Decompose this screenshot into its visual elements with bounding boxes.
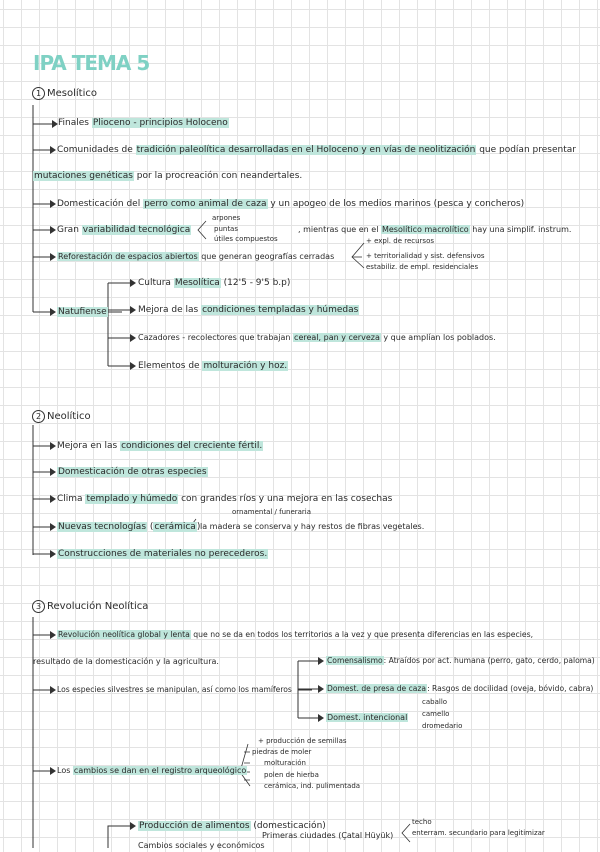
section-number: 1: [32, 87, 45, 100]
natufiense-item-2: [138, 304, 359, 316]
reforestacion-item: + territorialidad y sist. defensivos: [366, 252, 485, 260]
highlight: Domesticación de otras especies: [58, 467, 207, 477]
section-heading-revolucion: [32, 600, 148, 613]
text: , mientras que en el: [298, 225, 381, 234]
text: Domesticación del: [57, 199, 144, 209]
text: Mejora en las: [57, 441, 121, 451]
animal-item: caballo: [422, 698, 448, 706]
reforestacion-item: estabiliz. de empl. residenciales: [366, 263, 479, 271]
revolucion-line: [57, 629, 533, 641]
highlight: mutaciones genéticas: [34, 171, 133, 181]
highlight: Domest. intencional: [327, 713, 408, 722]
text: (12'5 - 9'5 b.p): [220, 278, 291, 288]
section-number: 2: [32, 410, 45, 423]
tool-item: arpones: [212, 214, 241, 222]
text: que podían presentar: [476, 145, 576, 155]
construcciones-line: [57, 548, 268, 560]
clima-line: [57, 493, 392, 505]
animal-item: camello: [422, 710, 450, 718]
highlight: variabilidad tecnológica: [82, 225, 191, 235]
cambios-sociales: Cambios sociales y económicos: [138, 841, 265, 850]
techo-note: techo: [412, 818, 432, 826]
reforestacion-item: + expl. de recursos: [366, 237, 435, 245]
text: que no se da en todos los territorios a la vez y que presenta diferencias en las especies,: [190, 630, 534, 639]
section-label: Revolución Neolítica: [47, 601, 149, 612]
highlight: condiciones templadas y húmedas: [202, 305, 359, 315]
highlight: Nuevas tecnologías: [58, 522, 147, 532]
text: Comunidades de: [57, 145, 136, 155]
text: que generan geografías cerradas: [198, 252, 335, 261]
text: Finales: [58, 118, 92, 128]
natufiense-label: [57, 306, 108, 318]
comunidades-line: [57, 144, 576, 156]
natufiense-item-3: [138, 332, 496, 344]
highlight: Mesolítica: [174, 278, 220, 288]
tool-item: puntas: [214, 225, 238, 233]
text: Cazadores - recolectores que trabajan: [138, 333, 294, 342]
highlight: perro como animal de caza: [144, 199, 267, 209]
madera-note: la madera se conserva y hay restos de fibras vegetales.: [200, 522, 425, 531]
mejora-line: [57, 440, 263, 452]
registro-item: piedras de moler: [252, 748, 312, 756]
page-title: IPA TEMA 5: [33, 51, 150, 75]
text: Clima: [57, 494, 86, 504]
presa-line: [326, 683, 593, 695]
natufiense-item-4: [138, 360, 288, 372]
comensalismo-line: [326, 655, 595, 667]
highlight: Plioceno - principios Holoceno: [92, 118, 228, 128]
text: Los: [57, 766, 73, 775]
text: con grandes ríos y una mejora en las cosechas: [178, 494, 393, 504]
section-heading-mesolitico: [32, 87, 97, 100]
cambios-line: [57, 765, 247, 777]
nuevas-tecnologias-line: [57, 521, 200, 533]
registro-item: polen de hierba: [264, 771, 319, 779]
highlight: cerámica: [154, 522, 196, 532]
highlight: Reforestación de espacios abiertos: [58, 252, 198, 261]
comunidades-line-2: [33, 170, 302, 182]
text: y que amplían los poblados.: [380, 333, 496, 342]
registro-item: molturación: [264, 759, 306, 767]
text: hay una simplif. instrum.: [469, 225, 572, 234]
section-heading-neolitico: [32, 410, 91, 423]
mientras-line: [298, 224, 571, 236]
text: Cultura: [138, 278, 174, 288]
gran-variabilidad-line: [57, 224, 191, 236]
highlight: cambios se dan en el registro arqueológico: [73, 766, 247, 775]
highlight: Producción de alimentos: [139, 821, 250, 831]
section-number: 3: [32, 600, 45, 613]
highlight: Construcciones de materiales no perecederos.: [58, 549, 268, 559]
highlight: Comensalismo: [327, 656, 383, 665]
finales-line: [58, 117, 229, 129]
animal-item: dromedario: [422, 722, 463, 730]
especies-line: Los especies silvestres se manipulan, así como los mamíferos: [57, 685, 292, 694]
domesticacion-especies-line: [57, 466, 208, 478]
highlight: templado y húmedo: [86, 494, 178, 504]
text: : Rasgos de docilidad (oveja, bóvido, cabra): [427, 684, 594, 693]
resultado-line: resultado de la domesticación y la agricultura.: [33, 657, 219, 666]
highlight: cereal, pan y cerveza: [294, 333, 380, 342]
domesticacion-line: [57, 198, 524, 210]
text: y un apogeo de los medios marinos (pesca y concheros): [267, 199, 525, 209]
text: ): [196, 522, 201, 532]
section-label: Neolítico: [47, 411, 91, 422]
text: por la procreación con neandertales.: [133, 171, 303, 181]
text: (: [147, 522, 154, 532]
registro-item: + producción de semillas: [258, 737, 347, 745]
enterram-note: enterram. secundario para legitimizar: [412, 829, 545, 837]
highlight: Revolución neolítica global y lenta: [58, 630, 190, 639]
text: Mejora de las: [138, 305, 202, 315]
text: (domesticación): [250, 821, 326, 831]
text: Elementos de: [138, 361, 203, 371]
ornamental-note: ornamental / funeraria: [232, 508, 312, 516]
registro-item: cerámica, ind. pulimentada: [264, 782, 361, 790]
highlight: condiciones del creciente fértil.: [121, 441, 263, 451]
highlight: tradición paleolítica desarrolladas en el Holoceno y en vías de neolitización: [136, 145, 476, 155]
section-label: Mesolítico: [47, 88, 97, 99]
text: : Atraídos por act. humana (perro, gato, cerdo, paloma): [383, 656, 595, 665]
highlight: Natufiense: [58, 307, 107, 317]
text: Gran: [57, 225, 82, 235]
tool-item: útiles compuestos: [214, 235, 278, 243]
intencional-line: [326, 712, 408, 724]
primeras-ciudades: Primeras ciudades (Çatal Hüyük): [262, 831, 394, 840]
highlight: molturación y hoz.: [203, 361, 288, 371]
reforestacion-line: [57, 251, 334, 263]
highlight: Mesolítico macrolítico: [381, 225, 469, 234]
natufiense-item-1: [138, 277, 290, 289]
highlight: Domest. de presa de caza: [327, 684, 427, 693]
